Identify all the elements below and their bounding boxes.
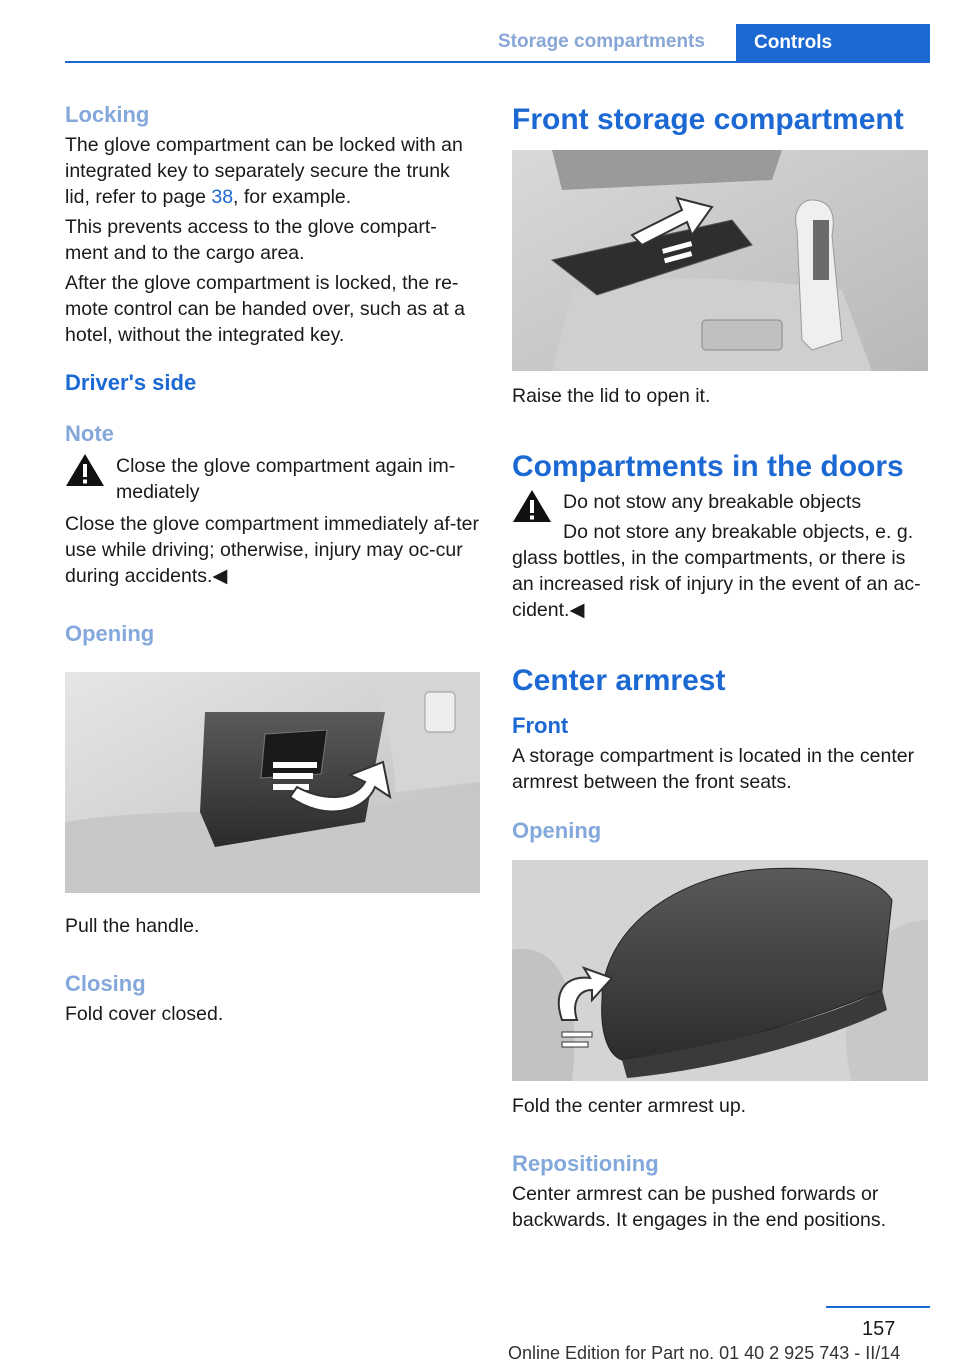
front-storage-caption: Raise the lid to open it. [512,385,711,407]
chapter-tab-label: Controls [754,32,833,53]
opening-heading: Opening [65,621,155,646]
center-armrest-heading: Center armrest [512,664,726,697]
left-column [65,100,480,1027]
warning-triangle-icon [512,489,552,523]
locking-paragraph-1 [65,132,480,210]
page-number: 157 [862,1318,896,1340]
door-warning [512,489,930,515]
closing-heading: Closing [65,971,146,996]
glove-handle-illustration [65,672,480,893]
locking-paragraph-2: This prevents access to the glove compart‐ment and to the cargo area. [65,216,437,264]
glove-warning-body: Close the glove compartment immediately af‐ter use while driving; otherwise, injury may oc‐cur during accidents.◀ [65,513,480,587]
front-heading: Front [512,713,569,738]
door-warning-body: Do not store any breakable objects, e. g. glass bottles, in the compartments, or there is an increased risk of injury in the event of an ac‐cident.◀ [512,521,921,621]
warning-triangle-icon [65,453,105,487]
door-compartments-heading: Compartments in the doors [512,450,904,483]
glove-warning-title: Close the glove compartment again im‐mediately [116,455,456,503]
locking-paragraph-3: After the glove compartment is locked, the re‐mote control can be handed over, such as at a hotel, without the integrated key. [65,272,466,346]
footer-rule [826,1306,930,1308]
note-heading: Note [65,421,114,446]
front-storage-heading: Front storage compartment [512,103,904,136]
locking-heading: Locking [65,102,150,127]
glove-warning [65,453,480,505]
opening-caption: Pull the handle. [65,915,200,937]
front-storage-illustration [512,150,928,371]
right-column [512,100,930,1233]
repositioning-heading: Repositioning [512,1151,659,1176]
running-header-section: Storage compartments [498,31,705,52]
repositioning-text: Center armrest can be pushed forwards or backwards. It engages in the end positions. [512,1183,886,1231]
drivers-side-heading: Driver's side [65,370,197,395]
door-warning-title: Do not stow any breakable objects [563,491,862,513]
front-text: A storage compartment is located in the center armrest between the front seats. [512,745,915,793]
locking-text-a: The glove compartment can be locked with an integrated key to separately secure the trunk lid, refer to page [65,134,463,208]
page-38-link[interactable]: 38 [211,186,234,208]
header-rule [65,61,930,63]
edition-footer: Online Edition for Part no. 01 40 2 925 743 - II/14 [508,1343,901,1363]
armrest-opening-caption: Fold the center armrest up. [512,1095,747,1117]
chapter-tab [736,24,930,62]
armrest-opening-heading: Opening [512,818,602,843]
closing-text: Fold cover closed. [65,1003,224,1025]
locking-text-b: , for example. [233,186,352,208]
armrest-illustration [512,860,928,1081]
